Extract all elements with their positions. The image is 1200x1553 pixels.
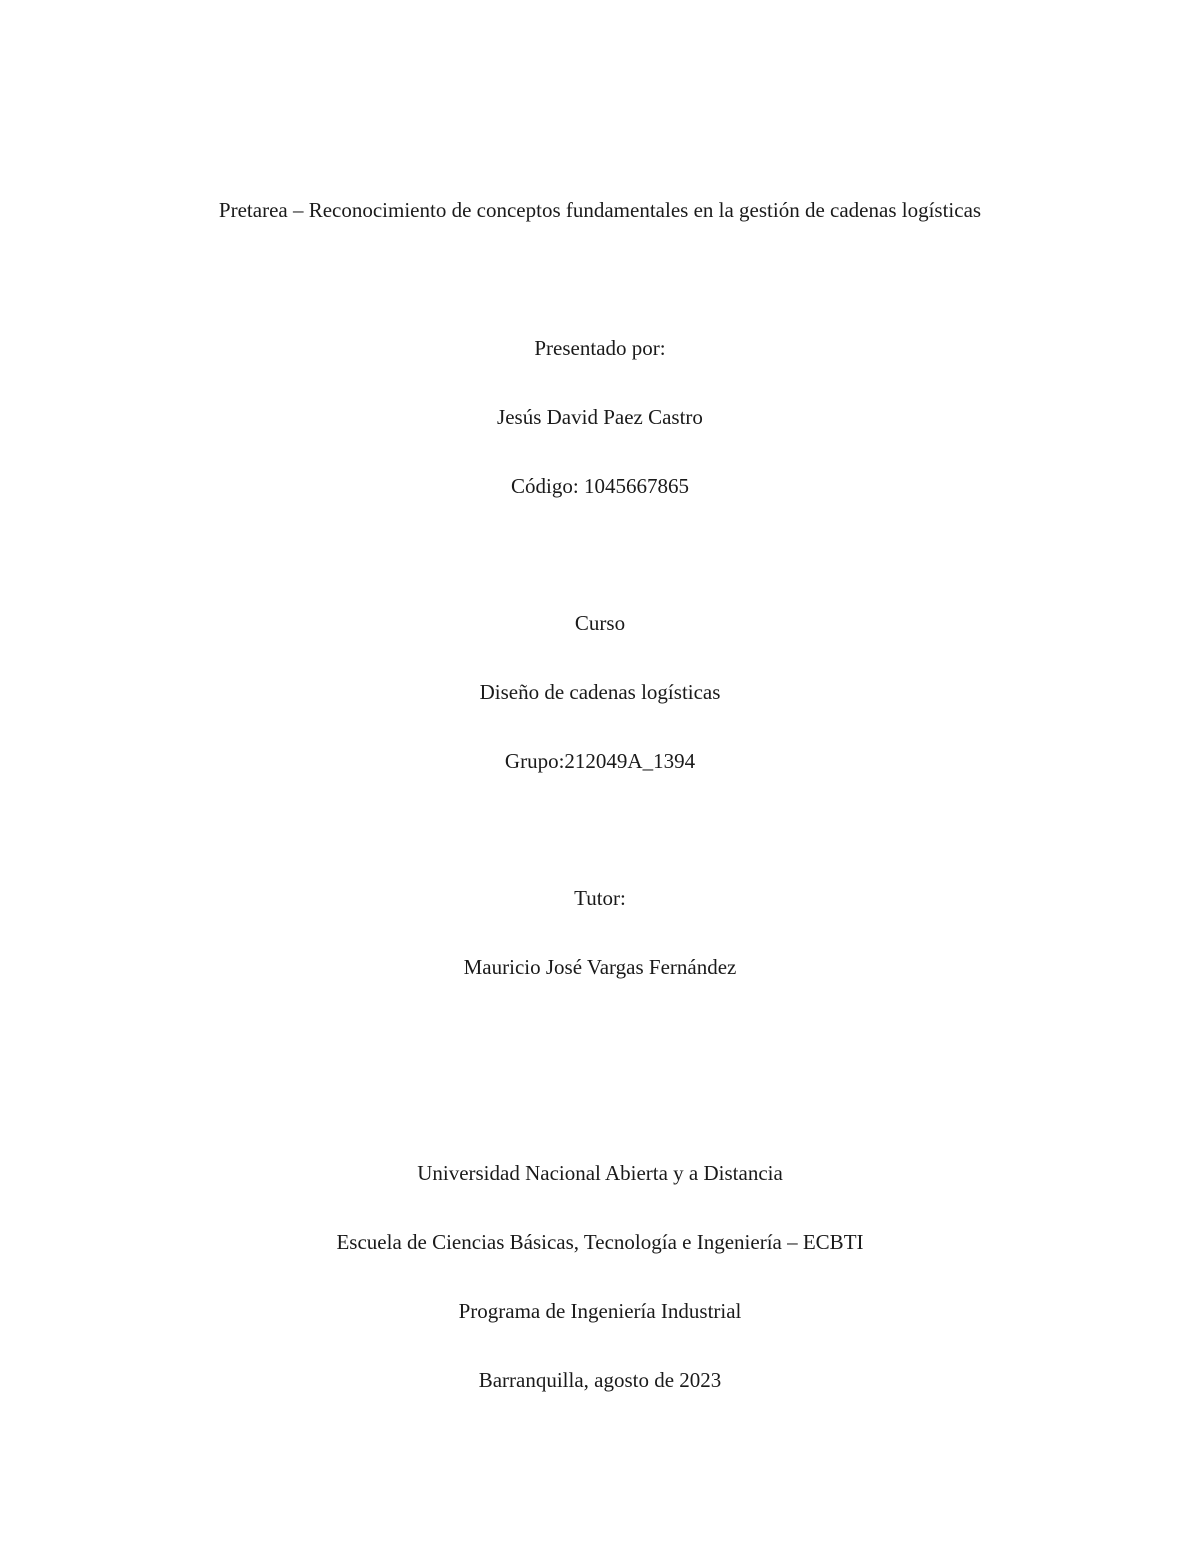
author-name: Jesús David Paez Castro [497, 405, 703, 429]
tutor-label: Tutor: [574, 886, 626, 910]
tutor-name: Mauricio José Vargas Fernández [463, 955, 737, 979]
place-and-date: Barranquilla, agosto de 2023 [478, 1368, 722, 1392]
group-number: Grupo:212049A_1394 [504, 749, 696, 773]
program-name: Programa de Ingeniería Industrial [458, 1299, 742, 1323]
university-name: Universidad Nacional Abierta y a Distancia [417, 1161, 783, 1185]
school-name: Escuela de Ciencias Básicas, Tecnología e Ingeniería – ECBTI [336, 1230, 864, 1254]
course-name: Diseño de cadenas logísticas [479, 680, 721, 704]
presented-by-label: Presentado por: [534, 336, 666, 360]
document-title: Pretarea – Reconocimiento de conceptos fundamentales en la gestión de cadenas logísticas [218, 198, 982, 222]
course-label: Curso [574, 611, 626, 635]
student-code: Código: 1045667865 [511, 474, 689, 498]
